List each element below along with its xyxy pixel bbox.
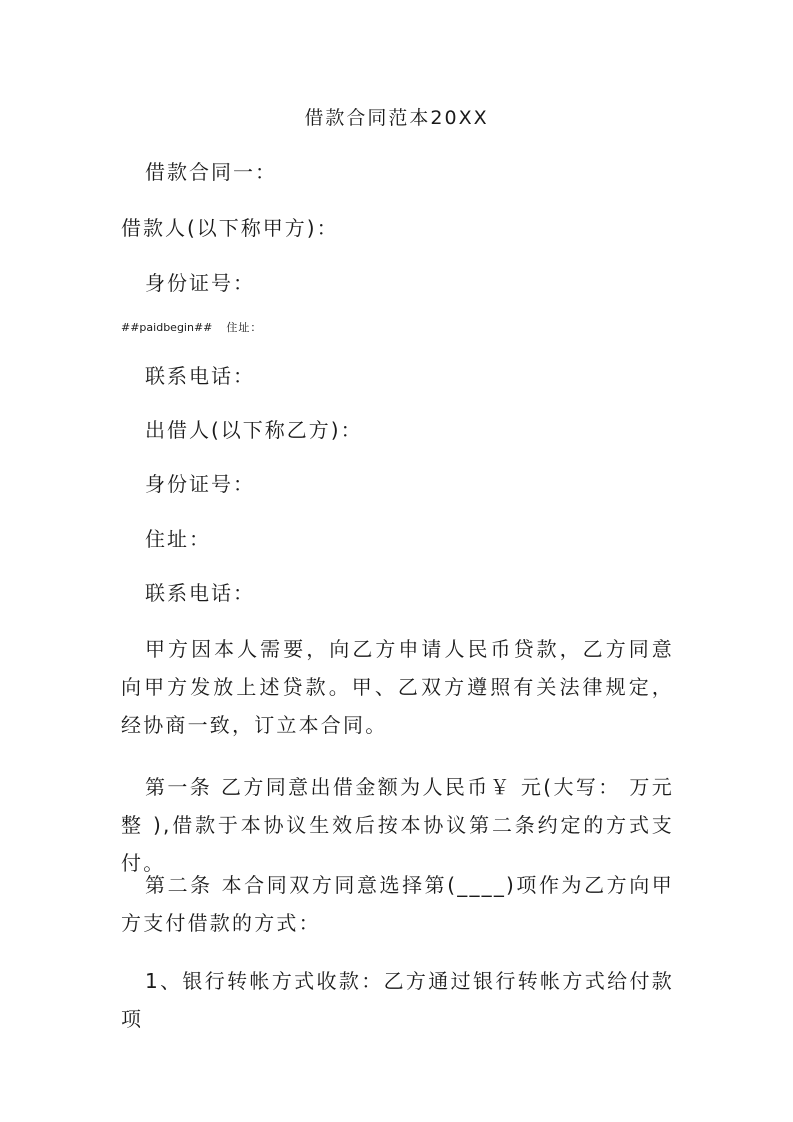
lender-address-label: 住址： xyxy=(145,527,211,551)
lender-phone-label: 联系电话： xyxy=(145,581,255,605)
lender-label: 出借人(以下称乙方)： xyxy=(145,418,363,442)
borrower-phone-label: 联系电话： xyxy=(145,364,255,388)
paid-marker-line xyxy=(121,320,262,336)
contract-heading: 借款合同一： xyxy=(145,160,277,184)
article-two-paragraph: 第二条 本合同双方同意选择第(____)项作为乙方向甲方支付借款的方式： xyxy=(121,873,674,935)
article-one-paragraph: 第一条 乙方同意出借金额为人民币￥ 元(大写： 万元整 ),借款于本协议生效后按本协议第二条约定的方式支付。 xyxy=(121,775,674,875)
document-title: 借款合同范本20XX xyxy=(304,107,489,129)
lender-id-label: 身份证号： xyxy=(145,472,255,496)
borrower-label: 借款人(以下称甲方)： xyxy=(121,216,339,240)
paid-tag: ##paidbegin## xyxy=(121,321,213,334)
payment-method-item-one: 1、银行转帐方式收款：乙方通过银行转帐方式给付款项 xyxy=(121,969,674,1031)
borrower-id-label: 身份证号： xyxy=(145,271,255,295)
borrower-address-label: 住址： xyxy=(226,321,263,334)
intro-paragraph: 甲方因本人需要，向乙方申请人民币贷款，乙方同意向甲方发放上述贷款。甲、乙双方遵照有关法律规定，经协商一致，订立本合同。 xyxy=(121,637,674,737)
